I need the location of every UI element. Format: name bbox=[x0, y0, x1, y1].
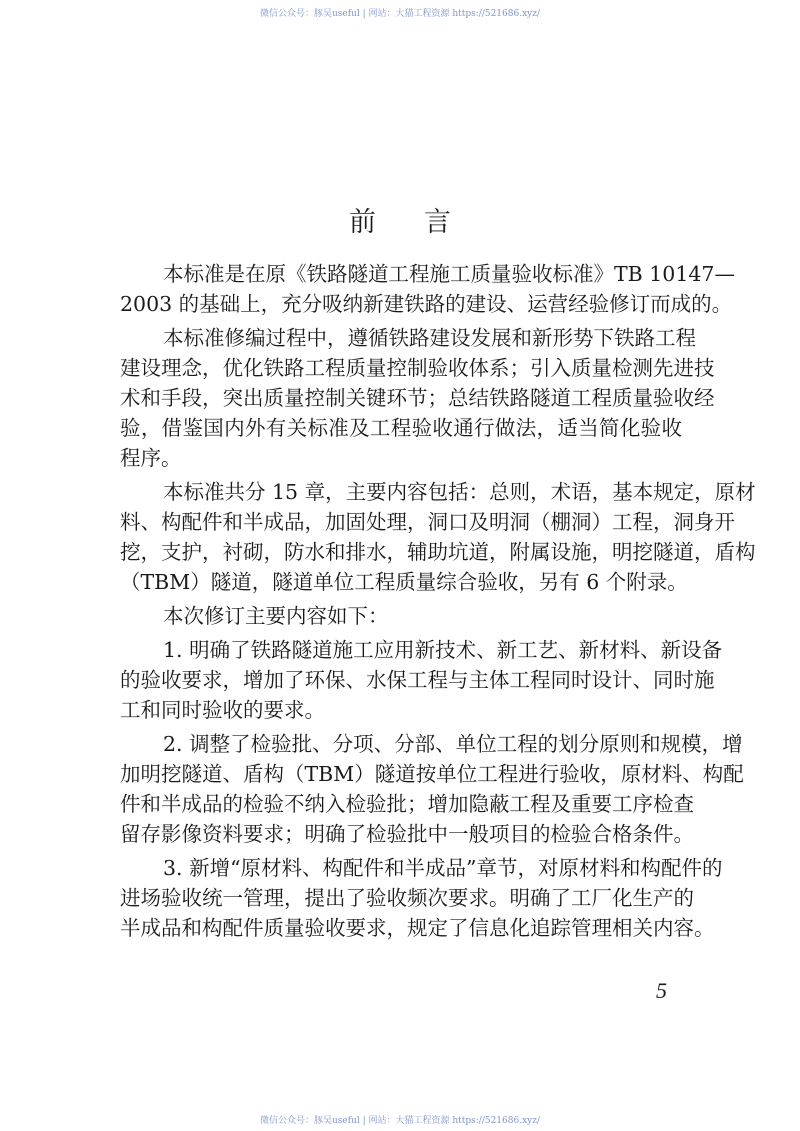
text-line: 挖，支护，衬砌，防水和排水，辅助坑道，附属设施，明挖隧道，盾构 bbox=[120, 540, 756, 564]
text-line: 半成品和构配件质量验收要求，规定了信息化追踪管理相关内容。 bbox=[120, 916, 715, 940]
text-line: 验，借鉴国内外有关标准及工程验收通行做法，适当简化验收 bbox=[120, 416, 682, 440]
text-line: 本标准共分 15 章，主要内容包括：总则，术语，基本规定，原材 bbox=[163, 480, 756, 504]
text-line: 2. 调整了检验批、分项、分部、单位工程的划分原则和规模，增 bbox=[163, 732, 743, 756]
text-line: 本次修订主要内容如下： bbox=[163, 604, 389, 628]
text-line: 留存影像资料要求；明确了检验批中一般项目的检验合格条件。 bbox=[120, 822, 694, 846]
text-line: 的验收要求，增加了环保、水保工程与主体工程同时设计、同时施 bbox=[120, 668, 715, 692]
text-line: 3. 新增“原材料、构配件和半成品”章节，对原材料和构配件的 bbox=[163, 856, 723, 880]
footer-watermark: 微信公众号：豚吴useful | 网站：大猫工程资源 https://521686.xyz/ bbox=[259, 1116, 541, 1126]
page-title: 前言 bbox=[349, 207, 499, 238]
text-line: 2003 的基础上，充分吸纳新建铁路的建设、运营经验修订而成的。 bbox=[120, 292, 733, 316]
text-line: 1. 明确了铁路隧道施工应用新技术、新工艺、新材料、新设备 bbox=[163, 638, 723, 662]
text-line: 料、构配件和半成品，加固处理，洞口及明洞（棚洞）工程，洞身开 bbox=[120, 510, 735, 534]
text-line: 件和半成品的检验不纳入检验批；增加隐蔽工程及重要工序检查 bbox=[120, 792, 694, 816]
text-line: 进场验收统一管理，提出了验收频次要求。明确了工厂化生产的 bbox=[120, 886, 694, 910]
text-line: 工和同时验收的要求。 bbox=[120, 698, 325, 722]
text-line: 术和手段，突出质量控制关键环节；总结铁路隧道工程质量验收经 bbox=[120, 386, 715, 410]
header-watermark: 微信公众号：豚吴useful | 网站：大猫工程资源 https://521686.xyz/ bbox=[259, 9, 541, 19]
page-number: 5 bbox=[656, 978, 667, 1003]
text-line: （TBM）隧道，隧道单位工程质量综合验收，另有 6 个附录。 bbox=[120, 570, 688, 594]
text-line: 本标准是在原《铁路隧道工程施工质量验收标准》TB 10147— bbox=[163, 262, 735, 286]
text-line: 本标准修编过程中，遵循铁路建设发展和新形势下铁路工程 bbox=[163, 326, 696, 350]
text-line: 建设理念，优化铁路工程质量控制验收体系；引入质量检测先进技 bbox=[120, 356, 715, 380]
text-line: 程序。 bbox=[120, 446, 182, 470]
text-line: 加明挖隧道、盾构（TBM）隧道按单位工程进行验收，原材料、构配 bbox=[120, 762, 744, 786]
